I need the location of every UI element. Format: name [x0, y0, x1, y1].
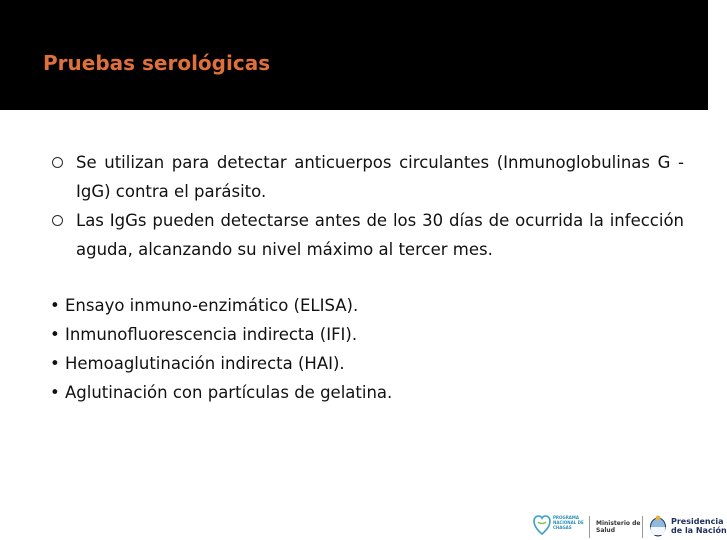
bullet-text: Se utilizan para detectar anticuerpos circulantes (Inmunoglobulinas G - IgG) contra el parásito.: [76, 153, 684, 201]
logo-divider: [642, 516, 643, 538]
methods-list: [50, 291, 650, 407]
chagas-logo-text: PROGRAMA NACIONAL DE CHAGAS: [553, 515, 584, 530]
presidencia-logo-text: Presidencia de la Nación: [671, 517, 727, 535]
method-item: • Hemoaglutinación indirecta (HAI).: [50, 354, 345, 373]
method-item: • Aglutinación con partículas de gelatina.: [50, 383, 393, 402]
ring-bullet-icon: [52, 215, 63, 226]
slide-title: Pruebas serológicas: [43, 51, 271, 75]
method-item: • Ensayo inmuno-enzimático (ELISA).: [50, 296, 359, 315]
bullet-item: [52, 206, 684, 264]
bullet-text: Las IgGs pueden detectarse antes de los 30 días de ocurrida la infección aguda, alcanzando su nivel máximo al tercer mes.: [76, 211, 684, 259]
method-item: • Inmunofluorescencia indirecta (IFI).: [50, 325, 358, 344]
footer-logos: [533, 512, 727, 540]
ministerio-salud-logo: Ministerio de Salud: [596, 520, 641, 534]
bullet-list: [52, 148, 684, 264]
ring-bullet-icon: [52, 157, 63, 168]
logo-divider: [589, 516, 590, 538]
argentina-shield-icon: [648, 514, 668, 538]
title-bar: [0, 0, 720, 110]
chagas-program-logo: [533, 512, 585, 540]
bullet-item: [52, 148, 684, 206]
title-bar-accent: [708, 0, 720, 110]
chagas-heart-icon: [533, 514, 551, 536]
